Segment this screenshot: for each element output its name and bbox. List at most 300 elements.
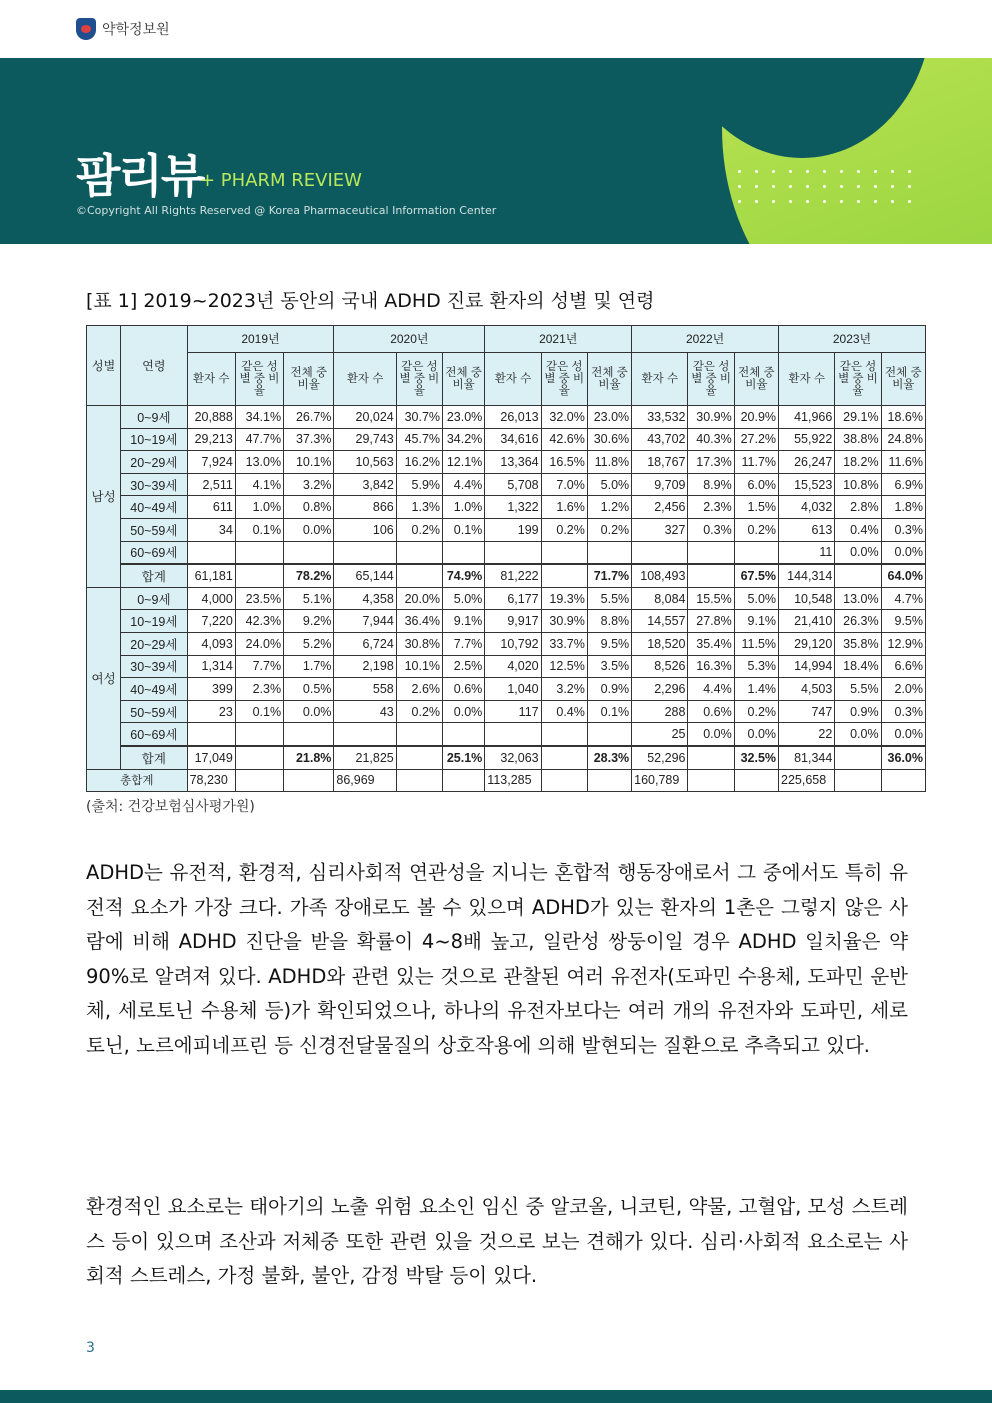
value-cell: 15,523 <box>779 473 835 496</box>
value-cell: 2.5% <box>443 655 485 678</box>
value-cell: 30.9% <box>688 406 734 429</box>
value-cell: 327 <box>632 518 688 541</box>
grand-total-cell: 86,969 <box>334 769 396 792</box>
header-row-years <box>87 326 926 353</box>
value-cell: 32.0% <box>541 406 587 429</box>
value-cell: 3.2% <box>541 678 587 701</box>
value-cell: 7,944 <box>334 610 396 633</box>
subtotal-cell: 17,049 <box>187 746 235 769</box>
grand-total-cell: 78,230 <box>187 769 235 792</box>
value-cell: 0.0% <box>881 723 925 746</box>
header-subcol: 같은 성별 중 비율 <box>835 353 881 406</box>
value-cell: 41,966 <box>779 406 835 429</box>
value-cell <box>396 541 442 564</box>
value-cell: 20.9% <box>734 406 778 429</box>
publication-subtitle: + PHARM REVIEW <box>200 170 362 191</box>
value-cell: 1.3% <box>396 496 442 519</box>
value-cell: 2,456 <box>632 496 688 519</box>
value-cell: 18,520 <box>632 632 688 655</box>
value-cell: 33,532 <box>632 406 688 429</box>
header-subcol: 환자 수 <box>632 353 688 406</box>
value-cell: 36.4% <box>396 610 442 633</box>
header-subcol: 환자 수 <box>485 353 541 406</box>
subtotal-cell <box>235 746 283 769</box>
value-cell: 30.8% <box>396 632 442 655</box>
value-cell: 16.2% <box>396 451 442 474</box>
value-cell <box>284 541 334 564</box>
value-cell: 20.0% <box>396 587 442 610</box>
logo-text: 약학정보원 <box>102 22 170 38</box>
value-cell: 4.4% <box>688 678 734 701</box>
subtotal-cell: 64.0% <box>881 564 925 587</box>
grand-total-cell <box>541 769 587 792</box>
value-cell: 0.0% <box>835 541 881 564</box>
logo <box>76 18 170 40</box>
value-cell: 16.5% <box>541 451 587 474</box>
subtotal-cell: 21,825 <box>334 746 396 769</box>
value-cell: 6,724 <box>334 632 396 655</box>
value-cell: 34 <box>187 518 235 541</box>
value-cell: 18.4% <box>835 655 881 678</box>
value-cell: 0.0% <box>881 541 925 564</box>
subtotal-cell <box>541 746 587 769</box>
value-cell: 6.9% <box>881 473 925 496</box>
value-cell: 0.3% <box>881 518 925 541</box>
footer-bar <box>0 1390 992 1403</box>
value-cell: 0.6% <box>688 700 734 723</box>
value-cell: 9,709 <box>632 473 688 496</box>
value-cell: 20,024 <box>334 406 396 429</box>
value-cell: 29.1% <box>835 406 881 429</box>
value-cell: 23.0% <box>443 406 485 429</box>
value-cell: 5.0% <box>443 587 485 610</box>
top-bar-curve <box>560 0 760 58</box>
subtotal-cell: 81,222 <box>485 564 541 587</box>
sex-cell: 여성 <box>87 587 121 769</box>
subtotal-cell: 28.3% <box>587 746 631 769</box>
age-cell: 50~59세 <box>121 700 187 723</box>
table-row <box>87 632 926 655</box>
value-cell: 12.1% <box>443 451 485 474</box>
value-cell: 1.5% <box>734 496 778 519</box>
value-cell: 18.6% <box>881 406 925 429</box>
value-cell: 45.7% <box>396 428 442 451</box>
value-cell: 23.0% <box>587 406 631 429</box>
value-cell: 199 <box>485 518 541 541</box>
header-subcol: 전체 중 비율 <box>443 353 485 406</box>
value-cell: 2.3% <box>688 496 734 519</box>
value-cell: 1,322 <box>485 496 541 519</box>
table-row <box>87 678 926 701</box>
age-cell: 60~69세 <box>121 541 187 564</box>
subtotal-row <box>87 746 926 769</box>
age-cell: 0~9세 <box>121 406 187 429</box>
value-cell: 0.6% <box>443 678 485 701</box>
subtotal-cell: 81,344 <box>779 746 835 769</box>
value-cell: 6,177 <box>485 587 541 610</box>
value-cell: 611 <box>187 496 235 519</box>
value-cell: 4,093 <box>187 632 235 655</box>
value-cell: 38.8% <box>835 428 881 451</box>
age-cell: 0~9세 <box>121 587 187 610</box>
value-cell: 34,616 <box>485 428 541 451</box>
value-cell: 2,198 <box>334 655 396 678</box>
value-cell <box>587 723 631 746</box>
table-row <box>87 473 926 496</box>
value-cell: 9.5% <box>587 632 631 655</box>
value-cell: 2.0% <box>881 678 925 701</box>
value-cell: 1.0% <box>235 496 283 519</box>
value-cell: 3,842 <box>334 473 396 496</box>
value-cell: 16.3% <box>688 655 734 678</box>
grand-total-cell <box>443 769 485 792</box>
value-cell: 14,994 <box>779 655 835 678</box>
value-cell: 288 <box>632 700 688 723</box>
value-cell: 0.4% <box>835 518 881 541</box>
value-cell: 35.8% <box>835 632 881 655</box>
age-cell: 40~49세 <box>121 496 187 519</box>
subtotal-cell <box>688 746 734 769</box>
value-cell <box>688 541 734 564</box>
grand-total-row <box>87 769 926 792</box>
value-cell: 7,220 <box>187 610 235 633</box>
value-cell: 37.3% <box>284 428 334 451</box>
subtotal-cell <box>235 564 283 587</box>
value-cell: 0.2% <box>396 700 442 723</box>
grand-total-cell: 160,789 <box>632 769 688 792</box>
value-cell <box>485 541 541 564</box>
header-subcol: 전체 중 비율 <box>284 353 334 406</box>
value-cell: 0.1% <box>235 518 283 541</box>
value-cell: 29,743 <box>334 428 396 451</box>
value-cell: 18,767 <box>632 451 688 474</box>
age-cell: 20~29세 <box>121 451 187 474</box>
value-cell: 13.0% <box>235 451 283 474</box>
header-subcol: 같은 성별 중 비율 <box>688 353 734 406</box>
subtotal-cell: 65,144 <box>334 564 396 587</box>
value-cell: 0.5% <box>284 678 334 701</box>
grand-total-cell <box>284 769 334 792</box>
table-row <box>87 587 926 610</box>
subtotal-cell: 74.9% <box>443 564 485 587</box>
value-cell: 33.7% <box>541 632 587 655</box>
subtotal-cell: 21.8% <box>284 746 334 769</box>
value-cell: 5.3% <box>734 655 778 678</box>
value-cell: 24.8% <box>881 428 925 451</box>
table-row <box>87 700 926 723</box>
value-cell: 3.5% <box>587 655 631 678</box>
header-subcol: 환자 수 <box>779 353 835 406</box>
table-row <box>87 496 926 519</box>
value-cell: 12.5% <box>541 655 587 678</box>
subtotal-cell: 32,063 <box>485 746 541 769</box>
value-cell: 1.8% <box>881 496 925 519</box>
value-cell: 14,557 <box>632 610 688 633</box>
value-cell: 0.0% <box>284 700 334 723</box>
value-cell: 4,032 <box>779 496 835 519</box>
value-cell: 26.3% <box>835 610 881 633</box>
value-cell: 42.3% <box>235 610 283 633</box>
body-paragraph-1: ADHD는 유전적, 환경적, 심리사회적 연관성을 지니는 혼합적 행동장애로서 그 중에서도 특히 유전적 요소가 가장 크다. 가족 장애로도 볼 수 있으며 ADHD가 있는 환자의 1촌은 그렇지 않은 사람에 비해 ADHD 진단을 받을 확률이 4~8배 높고, 일란성 쌍둥이일 경우 ADHD 일치율은 약 90%로 알려져 있다. ADHD와 관련 있는 것으로 관찰된 여러 유전자(도파민 수용체, 도파민 운반체, 세로토닌 수용체 등)가 확인되었으나, 하나의 유전자보다는 여러 개의 유전자와 도파민, 세로토닌, 노르에피네프린 등 신경전달물질의 상호작용에 의해 발현되는 질환으로 추측되고 있다. <box>86 861 908 1057</box>
value-cell: 7.7% <box>235 655 283 678</box>
value-cell: 11.5% <box>734 632 778 655</box>
subtotal-cell <box>688 564 734 587</box>
value-cell: 5,708 <box>485 473 541 496</box>
value-cell <box>541 723 587 746</box>
header-subcol: 환자 수 <box>334 353 396 406</box>
value-cell: 19.3% <box>541 587 587 610</box>
value-cell: 8,084 <box>632 587 688 610</box>
age-cell: 30~39세 <box>121 655 187 678</box>
grand-total-cell <box>235 769 283 792</box>
value-cell: 1.2% <box>587 496 631 519</box>
value-cell: 40.3% <box>688 428 734 451</box>
value-cell: 1,314 <box>187 655 235 678</box>
grand-total-cell <box>835 769 881 792</box>
value-cell: 5.9% <box>396 473 442 496</box>
publication-title: 팜리뷰 <box>76 149 204 203</box>
grand-total-cell: 225,658 <box>779 769 835 792</box>
subtotal-cell <box>835 564 881 587</box>
value-cell <box>485 723 541 746</box>
value-cell: 0.0% <box>734 723 778 746</box>
value-cell: 8.8% <box>587 610 631 633</box>
value-cell: 43,702 <box>632 428 688 451</box>
subtotal-cell: 144,314 <box>779 564 835 587</box>
value-cell: 5.5% <box>587 587 631 610</box>
value-cell: 866 <box>334 496 396 519</box>
header-subcol: 전체 중 비율 <box>587 353 631 406</box>
value-cell: 12.9% <box>881 632 925 655</box>
subtotal-cell <box>541 564 587 587</box>
grand-total-cell <box>396 769 442 792</box>
subtotal-cell: 36.0% <box>881 746 925 769</box>
header-subcol: 같은 성별 중 비율 <box>235 353 283 406</box>
value-cell: 27.8% <box>688 610 734 633</box>
header-subcol: 환자 수 <box>187 353 235 406</box>
value-cell: 18.2% <box>835 451 881 474</box>
value-cell <box>187 541 235 564</box>
value-cell: 10,792 <box>485 632 541 655</box>
value-cell: 0.2% <box>541 518 587 541</box>
header-subcol: 전체 중 비율 <box>734 353 778 406</box>
value-cell: 11 <box>779 541 835 564</box>
value-cell: 6.0% <box>734 473 778 496</box>
age-cell: 20~29세 <box>121 632 187 655</box>
value-cell <box>187 723 235 746</box>
value-cell: 8,526 <box>632 655 688 678</box>
page-number: 3 <box>86 1340 95 1356</box>
value-cell <box>587 541 631 564</box>
header-year: 2020년 <box>334 326 485 353</box>
value-cell: 34.1% <box>235 406 283 429</box>
value-cell: 5.1% <box>284 587 334 610</box>
value-cell: 23 <box>187 700 235 723</box>
value-cell: 0.0% <box>284 518 334 541</box>
age-cell: 10~19세 <box>121 610 187 633</box>
value-cell: 2,511 <box>187 473 235 496</box>
value-cell: 5.5% <box>835 678 881 701</box>
age-cell: 40~49세 <box>121 678 187 701</box>
table-row <box>87 541 926 564</box>
value-cell: 42.6% <box>541 428 587 451</box>
grand-total-cell <box>688 769 734 792</box>
value-cell: 0.2% <box>734 518 778 541</box>
value-cell: 8.9% <box>688 473 734 496</box>
value-cell: 3.2% <box>284 473 334 496</box>
value-cell: 613 <box>779 518 835 541</box>
value-cell <box>235 541 283 564</box>
value-cell: 0.8% <box>284 496 334 519</box>
value-cell: 21,410 <box>779 610 835 633</box>
value-cell <box>334 541 396 564</box>
grand-total-cell <box>587 769 631 792</box>
value-cell: 26.7% <box>284 406 334 429</box>
value-cell: 13.0% <box>835 587 881 610</box>
value-cell: 9.1% <box>734 610 778 633</box>
value-cell: 11.6% <box>881 451 925 474</box>
value-cell: 24.0% <box>235 632 283 655</box>
value-cell: 5.0% <box>587 473 631 496</box>
subtotal-cell <box>396 564 442 587</box>
copyright-text: ©Copyright All Rights Reserved @ Korea Pharmaceutical Information Center <box>76 204 497 217</box>
value-cell: 0.9% <box>587 678 631 701</box>
age-cell: 60~69세 <box>121 723 187 746</box>
subtotal-cell: 52,296 <box>632 746 688 769</box>
value-cell: 106 <box>334 518 396 541</box>
table-source: (출처: 건강보험심사평가원) <box>86 799 255 815</box>
header-year: 2019년 <box>187 326 334 353</box>
value-cell <box>443 723 485 746</box>
value-cell: 13,364 <box>485 451 541 474</box>
value-cell: 1.6% <box>541 496 587 519</box>
value-cell: 4,000 <box>187 587 235 610</box>
value-cell: 30.9% <box>541 610 587 633</box>
table-row <box>87 451 926 474</box>
subtotal-cell: 67.5% <box>734 564 778 587</box>
header-subcol: 같은 성별 중 비율 <box>396 353 442 406</box>
body-paragraph-2: 환경적인 요소로는 태아기의 노출 위험 요소인 임신 중 알코올, 니코틴, 약물, 고혈압, 모성 스트레스 등이 있으며 조산과 저체중 또한 관련 있을 것으로 보는 견해가 있다. 심리·사회적 요소로는 사회적 스트레스, 가정 불화, 불안, 감정 박탈 등이 있다. <box>86 1195 908 1287</box>
value-cell: 26,013 <box>485 406 541 429</box>
value-cell: 0.1% <box>443 518 485 541</box>
value-cell: 1.0% <box>443 496 485 519</box>
value-cell: 1.4% <box>734 678 778 701</box>
value-cell: 10,548 <box>779 587 835 610</box>
value-cell: 55,922 <box>779 428 835 451</box>
value-cell: 2,296 <box>632 678 688 701</box>
subtotal-cell: 71.7% <box>587 564 631 587</box>
value-cell: 4.7% <box>881 587 925 610</box>
header-year: 2022년 <box>632 326 779 353</box>
adhd-patients-table <box>86 325 926 792</box>
value-cell: 10.1% <box>284 451 334 474</box>
value-cell: 9,917 <box>485 610 541 633</box>
value-cell <box>541 541 587 564</box>
value-cell: 47.7% <box>235 428 283 451</box>
value-cell: 0.0% <box>835 723 881 746</box>
header-sex: 성별 <box>87 326 121 406</box>
value-cell: 1,040 <box>485 678 541 701</box>
value-cell: 2.3% <box>235 678 283 701</box>
header-age: 연령 <box>121 326 187 406</box>
value-cell: 10.1% <box>396 655 442 678</box>
decorative-dots <box>738 170 928 215</box>
value-cell: 7,924 <box>187 451 235 474</box>
header-subcol: 전체 중 비율 <box>881 353 925 406</box>
value-cell: 11.7% <box>734 451 778 474</box>
value-cell: 7.7% <box>443 632 485 655</box>
value-cell: 0.1% <box>235 700 283 723</box>
value-cell: 27.2% <box>734 428 778 451</box>
value-cell: 0.2% <box>587 518 631 541</box>
value-cell: 0.4% <box>541 700 587 723</box>
value-cell: 1.7% <box>284 655 334 678</box>
value-cell: 0.1% <box>587 700 631 723</box>
value-cell: 399 <box>187 678 235 701</box>
value-cell <box>284 723 334 746</box>
value-cell: 0.0% <box>688 723 734 746</box>
value-cell: 25 <box>632 723 688 746</box>
value-cell: 0.2% <box>734 700 778 723</box>
grand-total-label: 총합계 <box>87 769 188 792</box>
table-row <box>87 655 926 678</box>
header-year: 2021년 <box>485 326 632 353</box>
value-cell: 0.3% <box>881 700 925 723</box>
grand-total-cell <box>734 769 778 792</box>
value-cell: 11.8% <box>587 451 631 474</box>
value-cell: 34.2% <box>443 428 485 451</box>
value-cell: 29,213 <box>187 428 235 451</box>
value-cell: 23.5% <box>235 587 283 610</box>
table-row <box>87 610 926 633</box>
value-cell: 558 <box>334 678 396 701</box>
value-cell: 5.0% <box>734 587 778 610</box>
value-cell: 30.6% <box>587 428 631 451</box>
header-subcol: 같은 성별 중 비율 <box>541 353 587 406</box>
subtotal-cell <box>396 746 442 769</box>
value-cell <box>235 723 283 746</box>
value-cell: 5.2% <box>284 632 334 655</box>
subtotal-cell <box>835 746 881 769</box>
value-cell <box>396 723 442 746</box>
emblem-icon <box>76 18 96 40</box>
value-cell <box>443 541 485 564</box>
value-cell <box>734 541 778 564</box>
age-cell: 50~59세 <box>121 518 187 541</box>
value-cell: 0.0% <box>443 700 485 723</box>
value-cell: 10.8% <box>835 473 881 496</box>
subtotal-cell: 61,181 <box>187 564 235 587</box>
value-cell: 7.0% <box>541 473 587 496</box>
value-cell: 6.6% <box>881 655 925 678</box>
subtotal-cell: 78.2% <box>284 564 334 587</box>
value-cell: 26,247 <box>779 451 835 474</box>
value-cell <box>334 723 396 746</box>
value-cell <box>632 541 688 564</box>
value-cell: 17.3% <box>688 451 734 474</box>
value-cell: 15.5% <box>688 587 734 610</box>
sex-cell: 남성 <box>87 406 121 588</box>
age-cell: 30~39세 <box>121 473 187 496</box>
value-cell: 9.1% <box>443 610 485 633</box>
value-cell: 0.3% <box>688 518 734 541</box>
value-cell: 0.9% <box>835 700 881 723</box>
value-cell: 4,503 <box>779 678 835 701</box>
age-cell: 10~19세 <box>121 428 187 451</box>
table-row <box>87 518 926 541</box>
subtotal-cell: 25.1% <box>443 746 485 769</box>
value-cell: 2.8% <box>835 496 881 519</box>
